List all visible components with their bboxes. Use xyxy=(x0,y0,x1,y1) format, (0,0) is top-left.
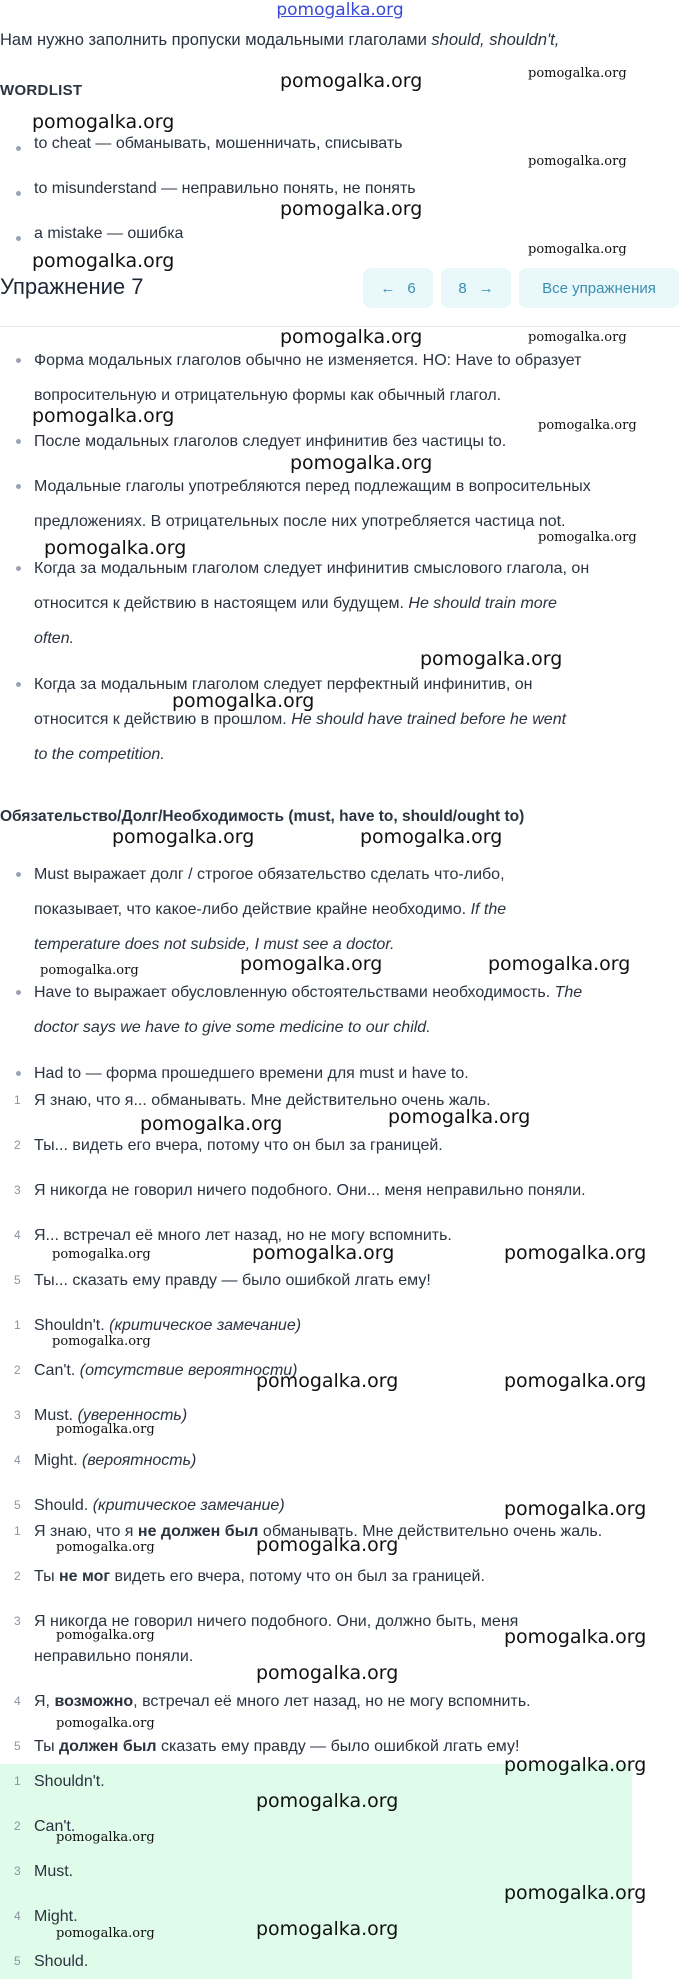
rule-example: to the competition. xyxy=(34,746,165,763)
section-subheading: Обязательство/Долг/Необходимость (must, have to, should/ought to) xyxy=(0,808,525,825)
watermark-text: pomogalka.org xyxy=(140,1113,283,1135)
translation-part: сказать ему правду — было ошибкой лгать ему! xyxy=(156,1738,520,1755)
watermark-text: pomogalka.org xyxy=(252,1242,395,1264)
bullet-icon xyxy=(16,358,21,363)
next-exercise-button[interactable] xyxy=(441,268,511,308)
watermark-text: pomogalka.org xyxy=(290,452,433,474)
arrow-right-icon: → xyxy=(478,279,494,297)
translation-part: Ты xyxy=(34,1568,60,1585)
watermark-text: pomogalka.org xyxy=(240,953,383,975)
rule-line: Когда за модальным глаголом следует перфектный инфинитив, он xyxy=(34,676,533,693)
intro-italic: should, shouldn't, xyxy=(431,31,560,49)
hint-answer: Can't. xyxy=(34,1362,80,1379)
task-number: 4 xyxy=(14,1228,21,1242)
watermark-text: pomogalka.org xyxy=(504,1882,647,1904)
task-text: Ты... видеть его вчера, потому что он был за границей. xyxy=(34,1137,443,1154)
rule-line: предложениях. В отрицательных после них употребляется частица not. xyxy=(34,513,566,530)
translation-number: 1 xyxy=(14,1524,21,1538)
rule-line: относится к действию в прошлом. xyxy=(34,711,292,728)
watermark-text: pomogalka.org xyxy=(538,418,637,433)
site-watermark-link[interactable]: pomogalka.org xyxy=(276,0,404,20)
hint-text xyxy=(34,1443,670,1478)
bullet-icon xyxy=(16,1071,21,1076)
intro-plain: Нам нужно заполнить пропуски модальными глаголами xyxy=(0,31,432,49)
translation-modal: не должен был xyxy=(137,1523,259,1540)
watermark-text: pomogalka.org xyxy=(504,1626,647,1648)
translation-part: Ты xyxy=(34,1738,60,1755)
translation-number: 5 xyxy=(14,1739,21,1753)
hint-comment: (вероятность) xyxy=(82,1452,197,1469)
translation-part: обманывать. Мне действительно очень жаль. xyxy=(258,1523,603,1540)
answer-text: Might. xyxy=(34,1908,78,1925)
translation-number: 2 xyxy=(14,1569,21,1583)
next-exercise-label: 8 xyxy=(458,279,467,297)
translation-number: 4 xyxy=(14,1694,21,1708)
prev-exercise-button[interactable] xyxy=(363,268,433,308)
all-exercises-button[interactable] xyxy=(519,268,679,308)
watermark-text: pomogalka.org xyxy=(538,530,637,545)
rule-example: If the xyxy=(470,901,507,918)
watermark-text: pomogalka.org xyxy=(256,1534,399,1556)
bullet-icon xyxy=(16,682,21,687)
watermark-text: pomogalka.org xyxy=(56,1716,155,1731)
wordlist-item: to misunderstand — неправильно понять, не понять xyxy=(34,180,416,197)
watermark-text: pomogalka.org xyxy=(280,326,423,348)
hint-comment: (отсутствие вероятности) xyxy=(79,1362,298,1379)
rule-item xyxy=(34,343,670,413)
task-text: Я никогда не говорил ничего подобного. Они... меня неправильно поняли. xyxy=(34,1182,586,1199)
task-text: Ты... сказать ему правду — было ошибкой лгать ему! xyxy=(34,1272,431,1289)
watermark-text: pomogalka.org xyxy=(528,242,627,257)
watermark-text: pomogalka.org xyxy=(256,1370,399,1392)
rule-line: относится к действию в настоящем или будущем. xyxy=(34,595,409,612)
translation-modal: не мог xyxy=(59,1568,111,1585)
hint-number: 1 xyxy=(14,1318,21,1332)
bullet-icon xyxy=(16,439,21,444)
answer-text: Must. xyxy=(34,1863,74,1880)
task-number: 5 xyxy=(14,1273,21,1287)
watermark-text: pomogalka.org xyxy=(112,826,255,848)
hint-number: 3 xyxy=(14,1408,21,1422)
rule-line: Have to выражает обусловленную обстоятельствами необходимость. xyxy=(34,984,555,1001)
hint-answer: Must. xyxy=(34,1407,78,1424)
watermark-text: pomogalka.org xyxy=(280,198,423,220)
answer-text: Can't. xyxy=(34,1818,76,1835)
obligation-item xyxy=(34,975,670,1045)
watermark-text: pomogalka.org xyxy=(256,1918,399,1940)
answer-number: 4 xyxy=(14,1909,21,1923)
rule-line: Must выражает долг / строгое обязательство сделать что-либо, xyxy=(34,866,505,883)
wordlist-item: to cheat — обманывать, мошенничать, списывать xyxy=(34,135,403,152)
watermark-text: pomogalka.org xyxy=(40,963,139,978)
watermark-text: pomogalka.org xyxy=(56,1422,155,1437)
hint-comment: (критическое замечание) xyxy=(92,1497,285,1514)
arrow-left-icon: ← xyxy=(380,279,396,297)
hint-comment: (критическое замечание) xyxy=(109,1317,302,1334)
hint-number: 4 xyxy=(14,1453,21,1467)
hint-number: 5 xyxy=(14,1498,21,1512)
watermark-text: pomogalka.org xyxy=(504,1370,647,1392)
translation-modal: должен был xyxy=(59,1738,157,1755)
rule-line: Had to — форма прошедшего времени для must и have to. xyxy=(34,1065,469,1082)
watermark-text: pomogalka.org xyxy=(256,1790,399,1812)
bullet-icon xyxy=(16,146,21,151)
rule-line: вопросительную и отрицательную формы как обычный глагол. xyxy=(34,387,502,404)
rule-item xyxy=(34,469,670,539)
rule-line: Модальные глаголы употребляются перед подлежащим в вопросительных xyxy=(34,478,591,495)
watermark-text: pomogalka.org xyxy=(360,826,503,848)
bullet-icon xyxy=(16,191,21,196)
translation-part: , встречал её много лет назад, но не могу вспомнить. xyxy=(133,1693,531,1710)
watermark-text: pomogalka.org xyxy=(528,154,627,169)
watermark-text: pomogalka.org xyxy=(528,330,627,345)
watermark-text: pomogalka.org xyxy=(280,70,423,92)
watermark-text: pomogalka.org xyxy=(504,1754,647,1776)
hint-answer: Might. xyxy=(34,1452,83,1469)
intro-text xyxy=(0,31,559,50)
rule-item xyxy=(34,551,670,656)
exercise-title: Упражнение 7 xyxy=(0,274,144,299)
answer-number: 3 xyxy=(14,1864,21,1878)
answer-number: 5 xyxy=(14,1954,21,1968)
bullet-icon xyxy=(16,566,21,571)
watermark-text: pomogalka.org xyxy=(52,1247,151,1262)
bullet-icon xyxy=(16,484,21,489)
task-text: Я знаю, что я... обманывать. Мне действительно очень жаль. xyxy=(34,1092,491,1109)
rule-example: doctor says we have to give some medicine to our child. xyxy=(34,1019,431,1036)
watermark-text: pomogalka.org xyxy=(56,1628,155,1643)
hint-answer: Shouldn't. xyxy=(34,1317,110,1334)
translation-part: неправильно поняли. xyxy=(34,1648,194,1665)
hint-number: 2 xyxy=(14,1363,21,1377)
watermark-text: pomogalka.org xyxy=(528,66,627,81)
rule-line: Когда за модальным глаголом следует инфинитив смыслового глагола, он xyxy=(34,560,590,577)
wordlist-item: a mistake — ошибка xyxy=(34,225,184,242)
rule-example: temperature does not subside, I must see a doctor. xyxy=(34,936,395,953)
answer-text: Shouldn't. xyxy=(34,1773,105,1790)
watermark-text: pomogalka.org xyxy=(32,111,175,133)
bullet-icon xyxy=(16,872,21,877)
answer-number: 2 xyxy=(14,1819,21,1833)
bullet-icon xyxy=(16,990,21,995)
watermark-text: pomogalka.org xyxy=(44,537,187,559)
translation-number: 3 xyxy=(14,1614,21,1628)
watermark-text: pomogalka.org xyxy=(52,1334,151,1349)
task-text: Я... встречал её много лет назад, но не могу вспомнить. xyxy=(34,1227,452,1244)
obligation-item xyxy=(34,857,670,962)
rule-example: The xyxy=(554,984,583,1001)
translation-text xyxy=(34,1559,670,1594)
task-number: 3 xyxy=(14,1183,21,1197)
translation-part: Я, xyxy=(34,1693,55,1710)
watermark-text: pomogalka.org xyxy=(504,1498,647,1520)
watermark-text: pomogalka.org xyxy=(504,1242,647,1264)
hint-comment: (уверенность) xyxy=(77,1407,188,1424)
wordlist-heading: WORDLIST xyxy=(0,82,83,99)
hint-answer: Should. xyxy=(34,1497,93,1514)
translation-part: Я никогда не говорил ничего подобного. Они, должно быть, меня xyxy=(34,1613,519,1630)
watermark-text: pomogalka.org xyxy=(56,1540,155,1555)
answer-text: Should. xyxy=(34,1953,89,1970)
task-number: 1 xyxy=(14,1093,21,1107)
rule-item xyxy=(34,667,670,772)
rule-example: He should have trained before he went xyxy=(291,711,567,728)
rule-line: показывает, что какое-либо действие крайне необходимо. xyxy=(34,901,471,918)
translation-part: видеть его вчера, потому что он был за границей. xyxy=(110,1568,485,1585)
watermark-text: pomogalka.org xyxy=(32,405,175,427)
prev-exercise-label: 6 xyxy=(407,279,416,297)
watermark-text: pomogalka.org xyxy=(56,1830,155,1845)
rule-line: Форма модальных глаголов обычно не изменяется. НО: Have to образует xyxy=(34,352,582,369)
watermark-text: pomogalka.org xyxy=(172,690,315,712)
watermark-text: pomogalka.org xyxy=(32,250,175,272)
rule-example: often. xyxy=(34,630,75,647)
translation-part: Я знаю, что я xyxy=(34,1523,138,1540)
watermark-text: pomogalka.org xyxy=(488,953,631,975)
answer-number: 1 xyxy=(14,1774,21,1788)
bullet-icon xyxy=(16,236,21,241)
translation-text xyxy=(34,1684,670,1719)
intro-cutoff-line xyxy=(0,62,200,70)
watermark-text: pomogalka.org xyxy=(56,1926,155,1941)
rule-line: После модальных глаголов следует инфинитив без частицы to. xyxy=(34,433,507,450)
translation-modal: возможно xyxy=(54,1693,134,1710)
task-number: 2 xyxy=(14,1138,21,1152)
watermark-text: pomogalka.org xyxy=(420,648,563,670)
watermark-text: pomogalka.org xyxy=(256,1662,399,1684)
watermark-text: pomogalka.org xyxy=(388,1106,531,1128)
all-exercises-label: Все упражнения xyxy=(542,279,656,297)
rule-example: He should train more xyxy=(408,595,557,612)
